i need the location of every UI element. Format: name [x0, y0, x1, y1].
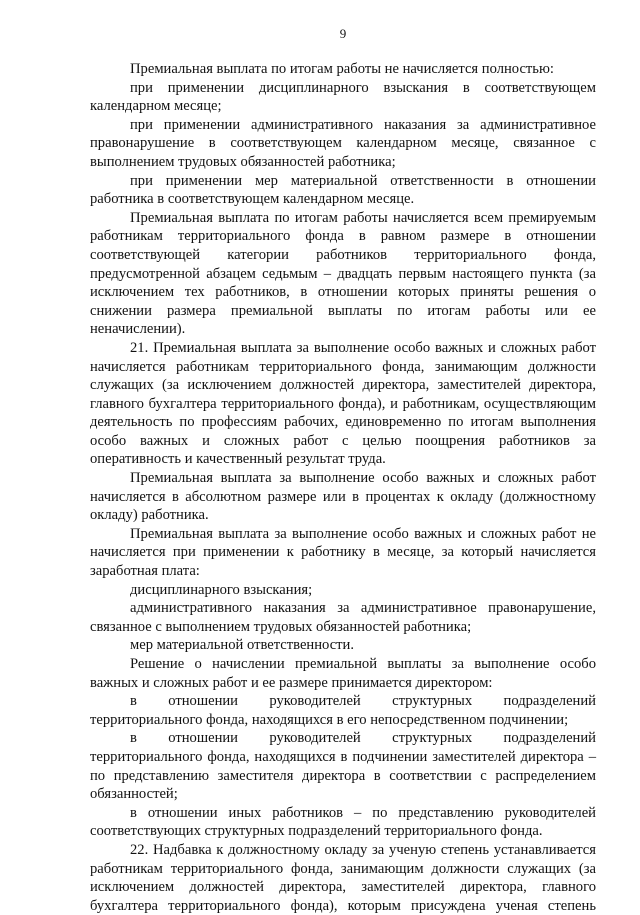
paragraph: при применении мер материальной ответственности в отношении работника в соответствующем календарном месяце.: [90, 172, 596, 208]
paragraph: 21. Премиальная выплата за выполнение особо важных и сложных работ начисляется работникам территориального фонда, занимающим должности служащих (за исключением должностей директора, заместителей директора, главного бухгалтера территориального фонда), и работникам, осуществляющим деятельность по профессиям рабочих, единовременно по итогам выполнения особо важных и сложных работ с целью поощрения работников за оперативность и качественный результат труда.: [90, 339, 596, 468]
paragraph: в отношении руководителей структурных подразделений территориального фонда, находящихся в подчинении заместителей директора – по представлению заместителя директора в соответствии с распределением обязанностей;: [90, 730, 596, 803]
document-body: [90, 60, 596, 915]
paragraph: Премиальная выплата по итогам работы начисляется всем премируемым работникам территориального фонда в равном размере в отношении соответствующей категории работников территориального фонда, предусмотренной абзацем седьмым – двадцать первым настоящего пункта (за исключением тех работников, в отношении которых приняты решения о снижении размера премиальной выплаты по итогам работы или ее неначислении).: [90, 209, 596, 338]
paragraph: мер материальной ответственности.: [130, 637, 355, 654]
paragraph: Премиальная выплата по итогам работы не начисляется полностью:: [130, 61, 554, 77]
paragraph: в отношении иных работников – по представлению руководителей соответствующих структурных подразделений территориального фонда.: [90, 804, 596, 840]
paragraph: 22. Надбавка к должностному окладу за ученую степень устанавливается работникам территориального фонда, занимающим должности служащих (за исключением должностей директора, заместителей директора, главного бухгалтера территориального фонда), которым присуждена ученая степень: [90, 841, 596, 914]
paragraph: дисциплинарного взыскания;: [130, 581, 313, 598]
paragraph: при применении административного наказания за административное правонарушение в соответствующем календарном месяце, связанное с выполнением трудовых обязанностей работника;: [90, 116, 596, 170]
paragraph: Премиальная выплата за выполнение особо важных и сложных работ не начисляется при применении к работнику в месяце, за который начисляется заработная плата:: [90, 525, 596, 580]
paragraph: при применении дисциплинарного взыскания в соответствующем календарном месяце;: [90, 79, 596, 115]
paragraph: в отношении руководителей структурных подразделений территориального фонда, находящихся в его непосредственном подчинении;: [90, 693, 596, 728]
paragraph: Решение о начислении премиальной выплаты за выполнение особо важных и сложных работ и ее размере принимается директором:: [90, 656, 596, 691]
paragraph: Премиальная выплата за выполнение особо важных и сложных работ начисляется в абсолютном размере или в процентах к окладу (должностному окладу) работника.: [90, 470, 596, 524]
page-number: 9: [339, 26, 347, 41]
paragraph: административного наказания за административное правонарушение, связанное с выполнением трудовых обязанностей работника;: [90, 600, 596, 635]
